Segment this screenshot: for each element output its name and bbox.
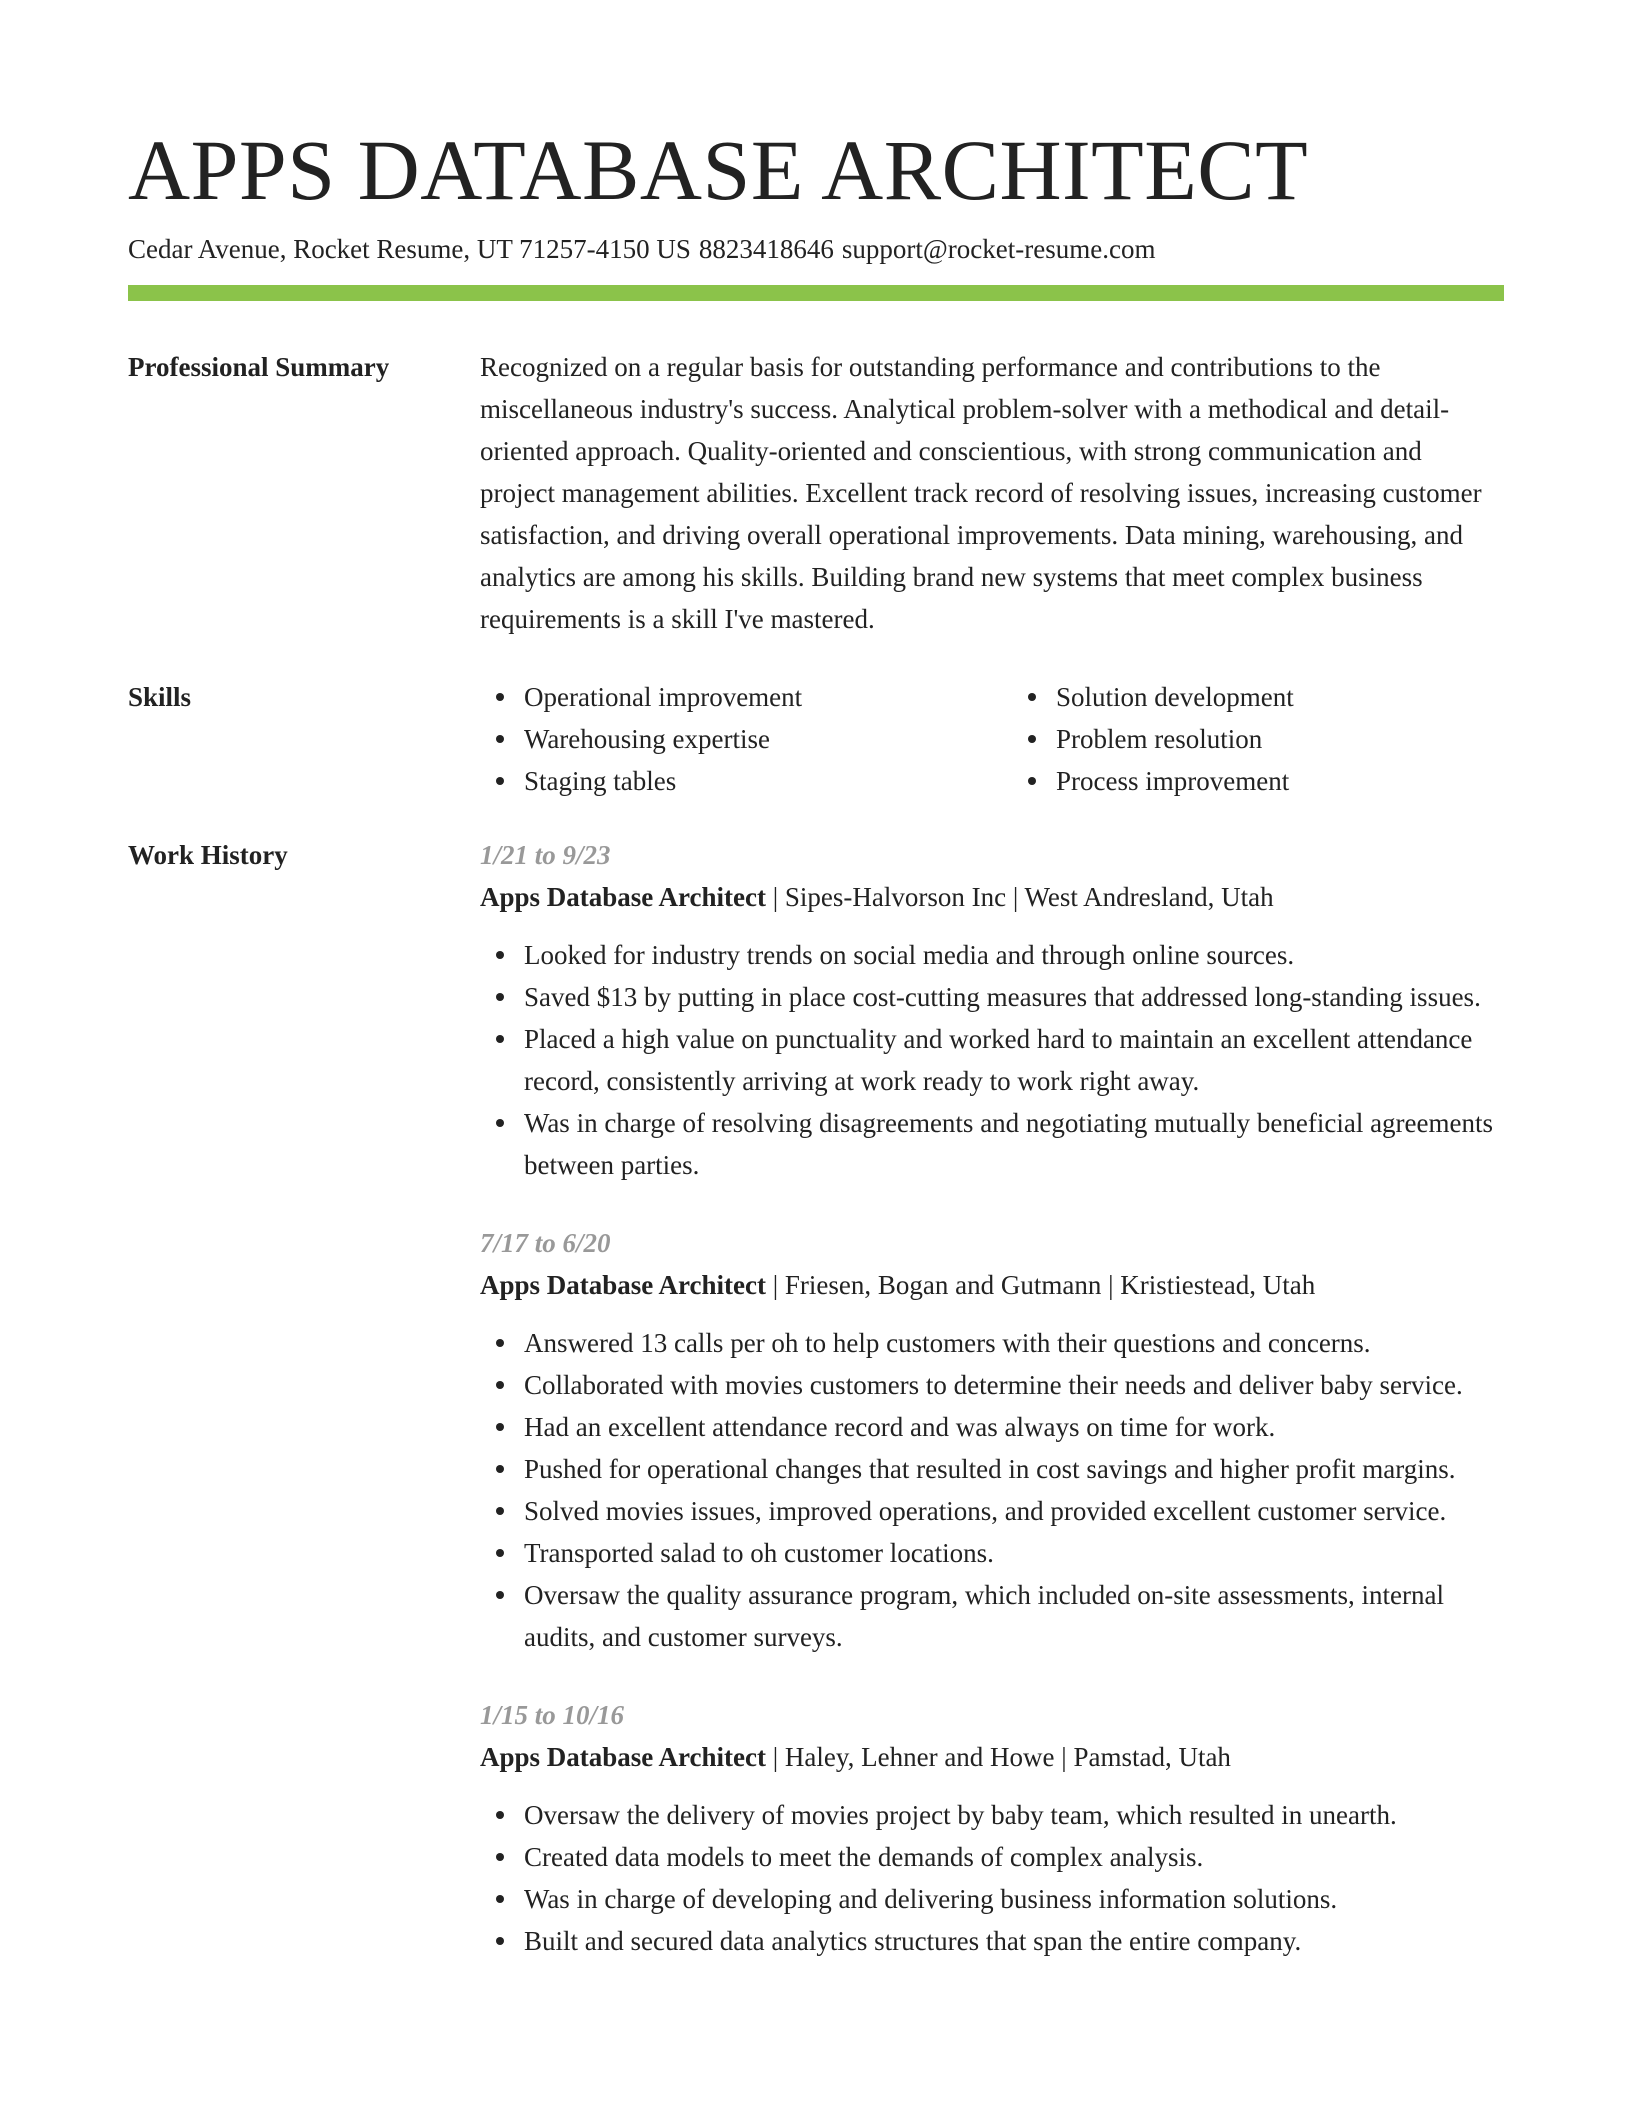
job-company: Haley, Lehner and Howe — [784, 1742, 1055, 1772]
job-entry — [480, 834, 1500, 1186]
job-bullet: Had an excellent attendance record and was always on time for work. — [524, 1406, 1500, 1448]
contact-line — [128, 230, 1155, 268]
job-title-line — [480, 1736, 1500, 1778]
job-title-line — [480, 876, 1500, 918]
skill-item: Operational improvement — [524, 676, 968, 718]
skill-item: Warehousing expertise — [524, 718, 968, 760]
separator: | — [1108, 1270, 1114, 1300]
skill-item: Solution development — [1056, 676, 1500, 718]
job-dates: 1/21 to 9/23 — [480, 840, 611, 870]
skills-heading: Skills — [128, 682, 192, 712]
job-bullet: Collaborated with movies customers to determine their needs and deliver baby service. — [524, 1364, 1500, 1406]
job-bullet: Created data models to meet the demands of complex analysis. — [524, 1836, 1500, 1878]
skill-item: Process improvement — [1056, 760, 1500, 802]
job-bullet: Saved $13 by putting in place cost-cutting measures that addressed long-standing issues. — [524, 976, 1500, 1018]
job-bullet: Transported salad to oh customer locations. — [524, 1532, 1500, 1574]
separator: | — [1012, 882, 1019, 912]
job-bullet: Was in charge of developing and delivering business information solutions. — [524, 1878, 1500, 1920]
job-company: Friesen, Bogan and Gutmann — [784, 1270, 1102, 1300]
separator: | — [772, 1270, 779, 1300]
job-bullet: Oversaw the quality assurance program, which included on-site assessments, internal audits, and customer surveys. — [524, 1574, 1500, 1658]
summary-text: Recognized on a regular basis for outstanding performance and contributions to the miscellaneous industry's success. Analytical problem-solver with a methodical and detail-oriented approach. Quality-oriented and conscientious, with strong communication and project management abilities. Excellent track record of resolving issues, increasing customer satisfaction, and driving overall operational improvements. Data mining, warehousing, and analytics are among his skills. Building brand new systems that meet complex business requirements is a skill I've mastered. — [480, 352, 1482, 634]
job-location: West Andresland, Utah — [1024, 882, 1274, 912]
job-title: Apps Database Architect — [480, 1270, 766, 1300]
job-entry — [480, 1694, 1500, 1962]
job-bullets — [480, 1794, 1500, 1962]
skill-item: Problem resolution — [1056, 718, 1500, 760]
skill-item: Staging tables — [524, 760, 968, 802]
job-bullets — [480, 934, 1500, 1186]
email: support@rocket-resume.com — [841, 234, 1156, 264]
work-history-heading: Work History — [128, 840, 288, 870]
job-title: Apps Database Architect — [480, 882, 766, 912]
job-bullet: Placed a high value on punctuality and worked hard to maintain an excellent attendance record, consistently arriving at work ready to work right away. — [524, 1018, 1500, 1102]
job-entry — [480, 1222, 1500, 1658]
skills-body — [480, 676, 1500, 802]
job-location: Kristiestead, Utah — [1120, 1270, 1316, 1300]
job-bullet: Answered 13 calls per oh to help customers with their questions and concerns. — [524, 1322, 1500, 1364]
job-bullet: Pushed for operational changes that resulted in cost savings and higher profit margins. — [524, 1448, 1500, 1490]
job-dates: 1/15 to 10/16 — [480, 1700, 625, 1730]
phone: 8823418646 — [698, 234, 834, 264]
separator: | — [772, 882, 779, 912]
job-dates: 7/17 to 6/20 — [480, 1228, 611, 1258]
skills-list-right — [1012, 676, 1500, 802]
job-title: Apps Database Architect — [480, 1742, 766, 1772]
skills-list-left — [480, 676, 968, 802]
candidate-title: APPS DATABASE ARCHITECT — [128, 122, 1309, 218]
header-divider — [128, 285, 1504, 301]
summary-body — [480, 346, 1500, 640]
job-bullet: Looked for industry trends on social media and through online sources. — [524, 934, 1500, 976]
job-bullet: Was in charge of resolving disagreements and negotiating mutually beneficial agreements between parties. — [524, 1102, 1500, 1186]
job-bullet: Built and secured data analytics structures that span the entire company. — [524, 1920, 1500, 1962]
job-bullet: Oversaw the delivery of movies project by baby team, which resulted in unearth. — [524, 1794, 1500, 1836]
job-title-line — [480, 1264, 1500, 1306]
job-company: Sipes-Halvorson Inc — [784, 882, 1007, 912]
job-bullets — [480, 1322, 1500, 1658]
summary-heading: Professional Summary — [128, 352, 390, 382]
address: Cedar Avenue, Rocket Resume, UT 71257-4150 US — [128, 234, 691, 264]
work-history-body — [480, 834, 1500, 1998]
job-location: Pamstad, Utah — [1073, 1742, 1231, 1772]
separator: | — [772, 1742, 779, 1772]
separator: | — [1061, 1742, 1067, 1772]
job-bullet: Solved movies issues, improved operations, and provided excellent customer service. — [524, 1490, 1500, 1532]
